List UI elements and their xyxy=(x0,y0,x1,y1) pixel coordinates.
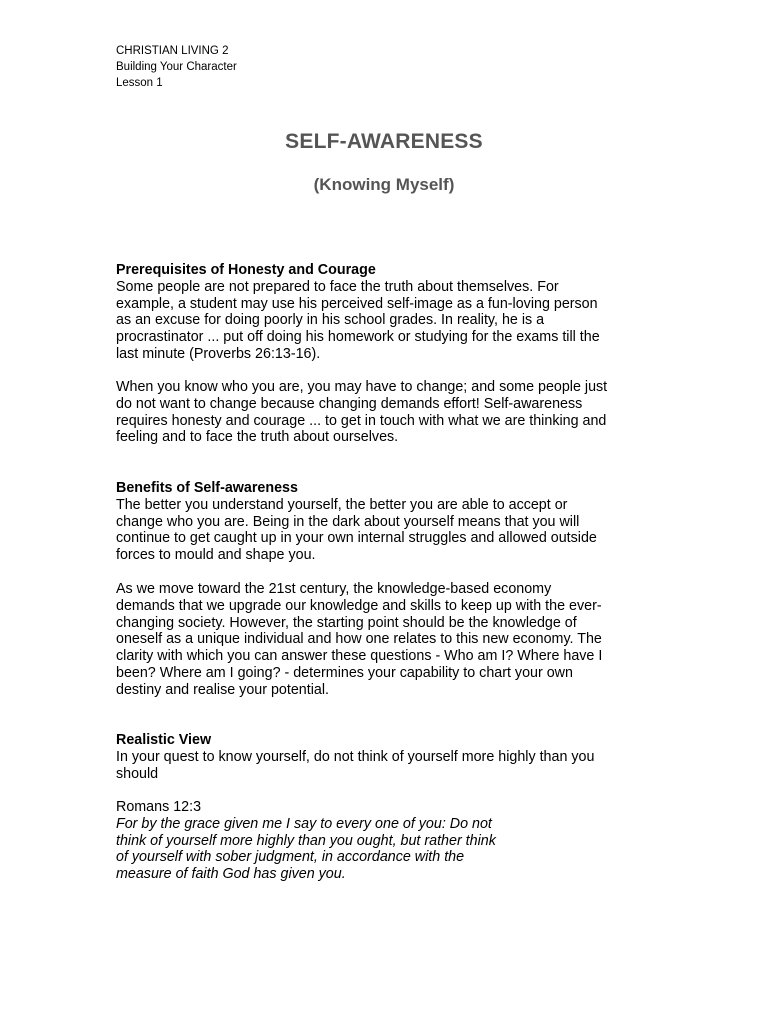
paragraph-line: Some people are not prepared to face the truth about themselves. For xyxy=(116,278,559,295)
paragraph-line: requires honesty and courage ... to get in touch with what we are thinking and xyxy=(116,412,607,429)
paragraph-line: procrastinator ... put off doing his homework or studying for the exams till the xyxy=(116,329,600,346)
page-title: SELF-AWARENESS xyxy=(285,130,483,153)
paragraph-line: destiny and realise your potential. xyxy=(116,681,329,698)
paragraph-line: do not want to change because changing demands effort! Self-awareness xyxy=(116,395,583,412)
section-heading: Prerequisites of Honesty and Courage xyxy=(116,262,376,278)
scripture-quote xyxy=(116,799,676,883)
unit-name: Building Your Character xyxy=(116,61,237,73)
paragraph-line: change who you are. Being in the dark about yourself means that you will xyxy=(116,513,580,530)
paragraph-line: as an excuse for doing poorly in his school grades. In reality, he is a xyxy=(116,312,545,329)
section-heading: Realistic View xyxy=(116,732,212,748)
paragraph-line: The better you understand yourself, the better you are able to accept or xyxy=(116,496,568,513)
course-name: CHRISTIAN LIVING 2 xyxy=(116,45,229,57)
scripture-reference: Romans 12:3 xyxy=(116,799,202,815)
paragraph-line: example, a student may use his perceived self-image as a fun-loving person xyxy=(116,295,598,312)
paragraph-line: been? Where am I going? - determines your capability to chart your own xyxy=(116,664,573,681)
paragraph-line: should xyxy=(116,765,159,782)
quote-line: measure of faith God has given you. xyxy=(116,866,346,883)
paragraph-line: clarity with which you can answer these questions - Who am I? Where have I xyxy=(116,648,603,665)
paragraph-line: feeling and to face the truth about ourselves. xyxy=(116,429,399,446)
section-prerequisites xyxy=(116,262,676,363)
paragraph-line: continue to get caught up in your own internal struggles and allowed outside xyxy=(116,530,597,547)
paragraph-line: last minute (Proverbs 26:13-16). xyxy=(116,345,321,362)
lesson-number: Lesson 1 xyxy=(116,77,163,89)
section-benefits xyxy=(116,480,676,564)
quote-line: For by the grace given me I say to every one of you: Do not xyxy=(116,815,492,832)
quote-line: of yourself with sober judgment, in accordance with the xyxy=(116,849,465,866)
paragraph-benefits-2 xyxy=(116,581,676,699)
paragraph-line: oneself as a unique individual and how one relates to this new economy. The xyxy=(116,631,602,648)
page-subtitle: (Knowing Myself) xyxy=(313,175,455,194)
section-realistic-view xyxy=(116,732,676,782)
paragraph-line: changing society. However, the starting point should be the knowledge of xyxy=(116,614,577,631)
paragraph-prerequisites-2 xyxy=(116,379,676,446)
quote-line: think of yourself more highly than you ought, but rather think xyxy=(116,832,496,849)
paragraph-line: forces to mould and shape you. xyxy=(116,547,316,564)
paragraph-line: In your quest to know yourself, do not think of yourself more highly than you xyxy=(116,748,595,765)
paragraph-line: When you know who you are, you may have to change; and some people just xyxy=(116,379,608,395)
paragraph-line: As we move toward the 21st century, the knowledge-based economy xyxy=(116,581,552,597)
document-header xyxy=(116,43,237,91)
paragraph-line: demands that we upgrade our knowledge and skills to keep up with the ever- xyxy=(116,597,602,614)
section-heading: Benefits of Self-awareness xyxy=(116,480,298,496)
